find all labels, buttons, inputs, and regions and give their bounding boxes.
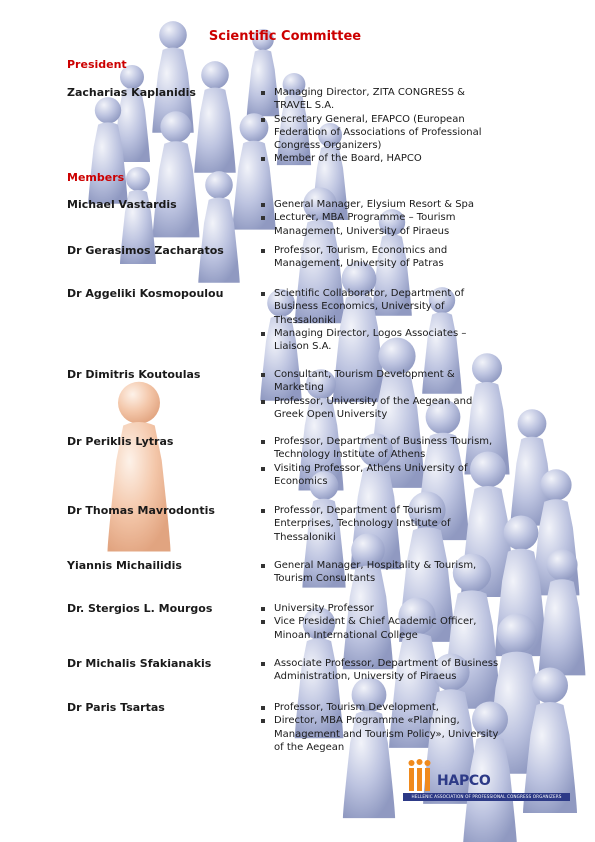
role-list — [260, 244, 502, 271]
role-item: Managing Director, Logos Associates – Liaison S.A. — [260, 327, 502, 354]
role-item: Director, MBA Programme «Planning, Management and Tourism Policy», University of the Aegean — [260, 714, 502, 754]
role-item: Professor, Department of Business Tourism, Technology Institute of Athens — [260, 435, 502, 462]
role-item: Visiting Professor, Athens University of Economics — [260, 462, 502, 489]
role-item: Professor, Tourism, Economics and Management, University of Patras — [260, 244, 502, 271]
role-item: General Manager, Elysium Resort & Spa — [260, 198, 502, 211]
role-list — [260, 559, 502, 586]
hapco-logo — [403, 757, 573, 805]
role-list — [260, 701, 502, 754]
role-item: Professor, Tourism Development, — [260, 701, 502, 714]
section-heading-members: Members — [67, 171, 125, 184]
role-list — [260, 504, 502, 544]
member-name: Zacharias Kaplanidis — [67, 86, 196, 99]
member-name: Dr Gerasimos Zacharatos — [67, 244, 224, 257]
member-name: Dr Thomas Mavrodontis — [67, 504, 215, 517]
hapco-tagline: HELLENIC ASSOCIATION OF PROFESSIONAL CONGRESS ORGANIZERS — [403, 793, 570, 801]
person-figure — [194, 61, 235, 173]
role-item: Lecturer, MBA Programme – Tourism Management, University of Piraeus — [260, 211, 502, 238]
role-item: Consultant, Tourism Development & Marketing — [260, 368, 502, 395]
member-name: Michael Vastardis — [67, 198, 177, 211]
member-name: Dr. Stergios L. Mourgos — [67, 602, 213, 615]
role-list — [260, 435, 502, 488]
role-item: Member of the Board, HAPCO — [260, 152, 502, 165]
role-item: Associate Professor, Department of Business Administration, University of Piraeus — [260, 657, 502, 684]
member-name: Dr Periklis Lytras — [67, 435, 174, 448]
section-heading-president: President — [67, 58, 127, 71]
role-item: Secretary General, EFAPCO (European Federation of Associations of Professional Congress Organizers) — [260, 113, 502, 153]
role-item: Managing Director, ZITA CONGRESS & TRAVEL S.A. — [260, 86, 502, 113]
role-item: University Professor — [260, 602, 502, 615]
member-name: Yiannis Michailidis — [67, 559, 182, 572]
highlighted-person-figure — [108, 382, 171, 552]
hapco-wordmark: HAPCO — [437, 773, 491, 789]
person-figure — [198, 171, 239, 283]
role-list — [260, 287, 502, 353]
role-item: Professor, Department of Tourism Enterprises, Technology Institute of Thessaloniki — [260, 504, 502, 544]
role-item: Professor, University of the Aegean and Greek Open University — [260, 395, 502, 422]
page-title: Scientific Committee — [208, 29, 362, 44]
member-name: Dr Michalis Sfakianakis — [67, 657, 212, 670]
role-item: General Manager, Hospitality & Tourism, Tourism Consultants — [260, 559, 502, 586]
member-name: Dr Aggeliki Kosmopoulou — [67, 287, 224, 300]
role-list — [260, 86, 502, 166]
hapco-logo-mark-icon — [403, 757, 437, 791]
role-item: Vice President & Chief Academic Officer, Minoan International College — [260, 615, 502, 642]
member-name: Dr Paris Tsartas — [67, 701, 165, 714]
member-name: Dr Dimitris Koutoulas — [67, 368, 201, 381]
role-list — [260, 198, 502, 238]
role-list — [260, 657, 502, 684]
role-list — [260, 368, 502, 421]
role-item: Scientific Collaborator, Department of Business Economics, University of Thessaloniki — [260, 287, 502, 327]
role-list — [260, 602, 502, 642]
